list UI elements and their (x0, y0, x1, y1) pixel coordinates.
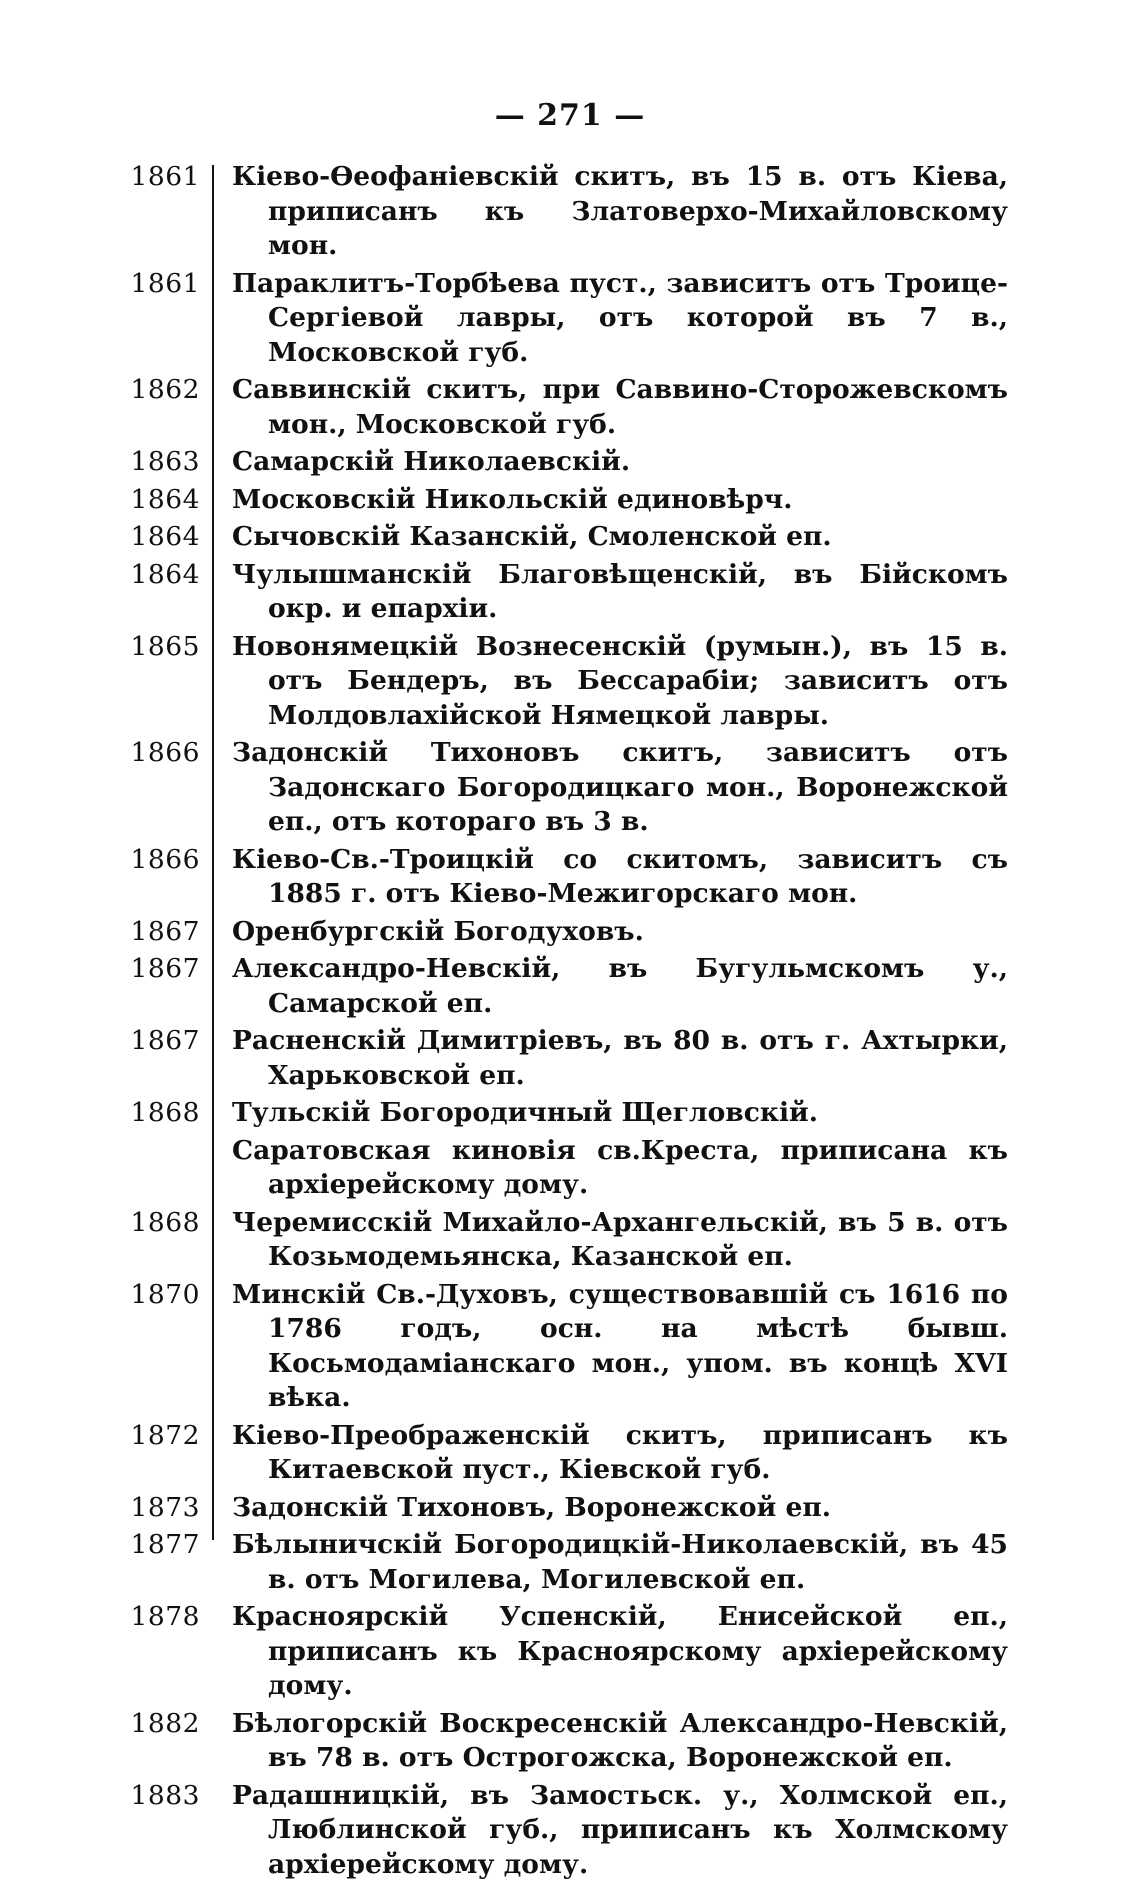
entry-text: Черемисскій Михайло-Архангельскій, въ 5 в. отъ Козьмодемьянска, Казанской еп. (232, 1206, 1008, 1272)
entry-text: Бѣлогорскій Воскресенскій Александро-Невскій, въ 78 в. отъ Острогожска, Воронежской еп. (232, 1707, 1008, 1773)
entry-year: 1867 (130, 915, 200, 947)
list-item (0, 520, 1140, 555)
list-item (0, 952, 1140, 1021)
entry-text: Московскій Никольскій единовѣрч. (232, 483, 793, 515)
entry-text: Александро-Невскій, въ Бугульмскомъ у., Самарской еп. (232, 953, 1008, 1019)
entry-text: Кіево-Св.-Троицкій со скитомъ, зависитъ съ 1885 г. отъ Кіево-Межигорскаго мон. (232, 843, 1008, 909)
list-item (0, 1779, 1140, 1883)
entry-year: 1866 (130, 737, 200, 768)
list-item (0, 843, 1140, 912)
list-item (0, 1419, 1140, 1488)
list-item (0, 1491, 1140, 1526)
list-item (0, 630, 1140, 734)
list-item (0, 160, 1140, 264)
entry-text: Кіево-Преображенскій скитъ, приписанъ къ Китаевской пуст., Кіевской губ. (232, 1419, 1008, 1485)
list-item (0, 1528, 1140, 1597)
entry-text: Задонскій Тихоновъ, Воронежской еп. (232, 1491, 831, 1523)
entry-year: 1861 (130, 161, 200, 192)
entry-year: 1864 (130, 521, 200, 552)
entry-year: 1873 (130, 1491, 200, 1523)
entry-text: Красноярскій Успенскій, Енисейской еп., приписанъ къ Красноярскому архіерейскому дому. (232, 1601, 1008, 1701)
entry-year: 1864 (130, 483, 200, 515)
entry-year: 1868 (130, 1206, 200, 1238)
list-item (0, 373, 1140, 442)
entry-text: Кіево-Ѳеофаніевскій скитъ, въ 15 в. отъ Кіева, приписанъ къ Златоверхо-Михайловскому мон. (232, 161, 1008, 261)
chronicle-list (0, 160, 1140, 1885)
entry-text: Расненскій Димитріевъ, въ 80 в. отъ г. Ахтырки, Харьковской еп. (232, 1025, 1008, 1091)
entry-year: 1867 (130, 1025, 200, 1056)
entry-text: Саратовская киновія св.Креста, приписана къ архіерейскому дому. (232, 1134, 1008, 1200)
entry-text: Тульскій Богородичный Щегловскій. (232, 1097, 818, 1128)
entry-year: 1865 (130, 630, 200, 662)
entry-text: Задонскій Тихоновъ скитъ, зависитъ отъ Задонскаго Богородицкаго мон., Воронежской еп., отъ котораго въ 3 в. (232, 737, 1008, 837)
list-item (0, 1134, 1140, 1203)
list-item (0, 1096, 1140, 1131)
entry-text: Бѣлыничскій Богородицкій-Николаевскій, въ 45 в. отъ Могилева, Могилевской еп. (232, 1529, 1008, 1595)
list-item (0, 445, 1140, 480)
list-item (0, 1206, 1140, 1275)
entry-year: 1883 (130, 1779, 200, 1811)
list-item (0, 558, 1140, 627)
entry-year: 1868 (130, 1097, 200, 1128)
list-item (0, 915, 1140, 950)
entry-year: 1882 (130, 1707, 200, 1739)
entry-text: Радашницкій, въ Замостьск. у., Холмской еп., Люблинской губ., приписанъ къ Холмскому архіерейскому дому. (232, 1779, 1008, 1880)
entry-year: 1864 (130, 558, 200, 590)
entry-text: Параклитъ-Торбѣева пуст., зависитъ отъ Троице-Сергіевой лавры, отъ которой въ 7 в., Московской губ. (232, 267, 1008, 368)
entry-text: Сычовскій Казанскій, Смоленской еп. (232, 521, 832, 552)
entry-text: Новонямецкій Вознесенскій (румын.), въ 15 в. отъ Бендеръ, въ Бессарабіи; зависитъ отъ Молдовлахійской Нямецкой лавры. (232, 630, 1008, 731)
entry-year: 1872 (130, 1419, 200, 1451)
entry-year: 1862 (130, 374, 200, 405)
entry-year: 1866 (130, 843, 200, 875)
list-item (0, 1707, 1140, 1776)
entry-year: 1867 (130, 953, 200, 984)
entry-year: 1861 (130, 267, 200, 299)
entry-year: 1877 (130, 1529, 200, 1560)
entry-text: Оренбургскій Богодуховъ. (232, 915, 644, 947)
list-item (0, 736, 1140, 840)
entry-text: Чулышманскій Благовѣщенскій, въ Бійскомъ окр. и епархіи. (232, 558, 1008, 624)
entry-text: Самарскій Николаевскій. (232, 446, 631, 477)
entry-year: 1870 (130, 1278, 200, 1310)
list-item (0, 1600, 1140, 1704)
page-number: — 271 — (494, 98, 646, 133)
entry-text: Саввинскій скитъ, при Саввино-Сторожевскомъ мон., Московской губ. (232, 374, 1008, 440)
entry-text: Минскій Св.-Духовъ, существовавшій съ 1616 по 1786 годъ, осн. на мѣстѣ бывш. Косьмодаміанскаго мон., упом. въ концѣ XVI вѣка. (232, 1278, 1008, 1413)
list-item (0, 1024, 1140, 1093)
list-item (0, 483, 1140, 518)
entry-year: 1878 (130, 1601, 200, 1632)
entry-year: 1863 (130, 446, 200, 477)
list-item (0, 267, 1140, 371)
list-item (0, 1278, 1140, 1416)
